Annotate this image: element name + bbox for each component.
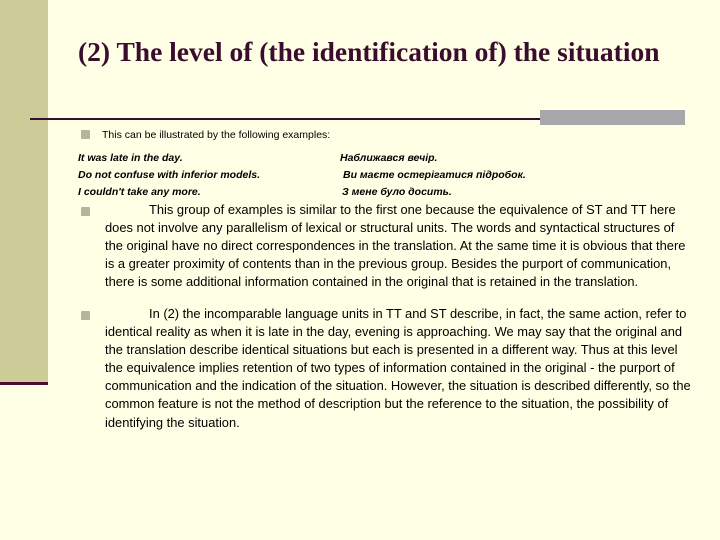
- example-english: It was late in the day.: [78, 152, 183, 164]
- paragraph-2-text: In (2) the incomparable language units in TT and ST describe, in fact, the same action, refer to identical reality as when it is late in the day, evening is approaching. We may say that the original and the translation describe identical situations but each is presented in a different way. Thus at this level the equivalence implies retention of two types of information contained in the original - the purport of communication and the indication of the situation. However, the situation is described differently, so the common feature is not the method of description but the reference to the situation, the possibility of identifying the situation.: [105, 306, 691, 430]
- example-ukrainian: Наближався вечір.: [340, 152, 438, 164]
- example-english: Do not confuse with inferior models.: [78, 169, 261, 181]
- bullet-icon: [81, 311, 90, 320]
- decorative-side-bar: [0, 0, 48, 382]
- side-bar-underline: [0, 382, 48, 385]
- paragraph-2: [105, 305, 695, 432]
- slide-title: (2) The level of (the identification of) the situation: [78, 36, 660, 67]
- example-english: I couldn't take any more.: [78, 186, 201, 198]
- example-ukrainian: Ви маєте остерігатися підробок.: [343, 169, 526, 181]
- paragraph-1: [105, 201, 695, 291]
- intro-text: This can be illustrated by the following examples:: [102, 129, 331, 141]
- example-ukrainian: З мене було досить.: [342, 186, 452, 198]
- bullet-icon: [81, 130, 90, 139]
- paragraph-1-text: This group of examples is similar to the first one because the equivalence of ST and TT here does not involve any parallelism of lexical or structural units. The words and syntactical structures of the original have no direct correspondences in the translation. At the same time it is obvious that there is a greater proximity of contents than in the previous group. Besides the purport of communication, there is some additional information contained in the original that is retained in the translation.: [105, 202, 686, 290]
- divider-accent-block: [540, 110, 685, 125]
- bullet-icon: [81, 207, 90, 216]
